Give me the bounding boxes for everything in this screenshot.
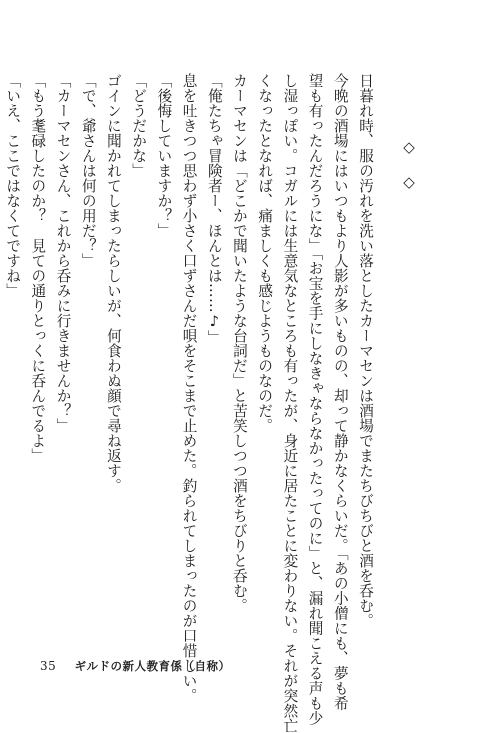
text-line: 日暮れ時、服の汚れを洗い落としたカーマセンは酒場でまたちびちびと酒を呑む。: [357, 73, 374, 628]
book-title: ギルドの新人教育係（自称）: [74, 659, 231, 673]
page-footer: [40, 658, 231, 674]
text-line: 今晩の酒場にはいつもより人影が多いものの、却って静かなくらいだ。「あの小僧にも、夢も希: [331, 73, 349, 711]
text-line: 「もう耄碌したのか？ 見ての通りとっくに呑んでるよ」: [29, 73, 47, 463]
text-line: 「いえ、ここではなくてですね」: [4, 73, 22, 298]
text-line: 「で、爺さんは何の用だ？」: [79, 73, 97, 268]
page-number: 35: [40, 659, 57, 673]
text-line: 「後悔していますか？」: [155, 73, 173, 238]
text-line: し湿っぽい。コガルには生意気なところも有ったが、身近に居たことに変わりない。それが突然亡: [281, 73, 299, 733]
text-line: 「俺たちゃ冒険者ー、ほんとは……♪」: [205, 73, 223, 346]
text-line: カーマセンは「どこかで聞いたような台詞だ」と苦笑しつつ酒をちびりと呑む。: [230, 73, 248, 613]
text-line: 息を吐きつつ思わず小さく口ずさんだ唄をそこまで止めた。釣られてしまったのが口惜しい。: [180, 73, 198, 703]
text-line: 望も有ったんだろうにな」「お宝を手にしなきゃならなかったってのに」と、漏れ聞こえる声も少: [306, 73, 324, 726]
section-divider: ◇ ◇: [400, 138, 418, 197]
text-line: 「どうだかな」: [130, 73, 148, 178]
text-line: ゴインに聞かれてしまったらしいが、何食わぬ顔で尋ね返す。: [104, 73, 122, 493]
text-line: くなったとなれば、痛ましくも感じようものなのだ。: [256, 73, 274, 433]
text-line: 「カーマセンさん、これから呑みに行きませんか？」: [54, 73, 72, 433]
